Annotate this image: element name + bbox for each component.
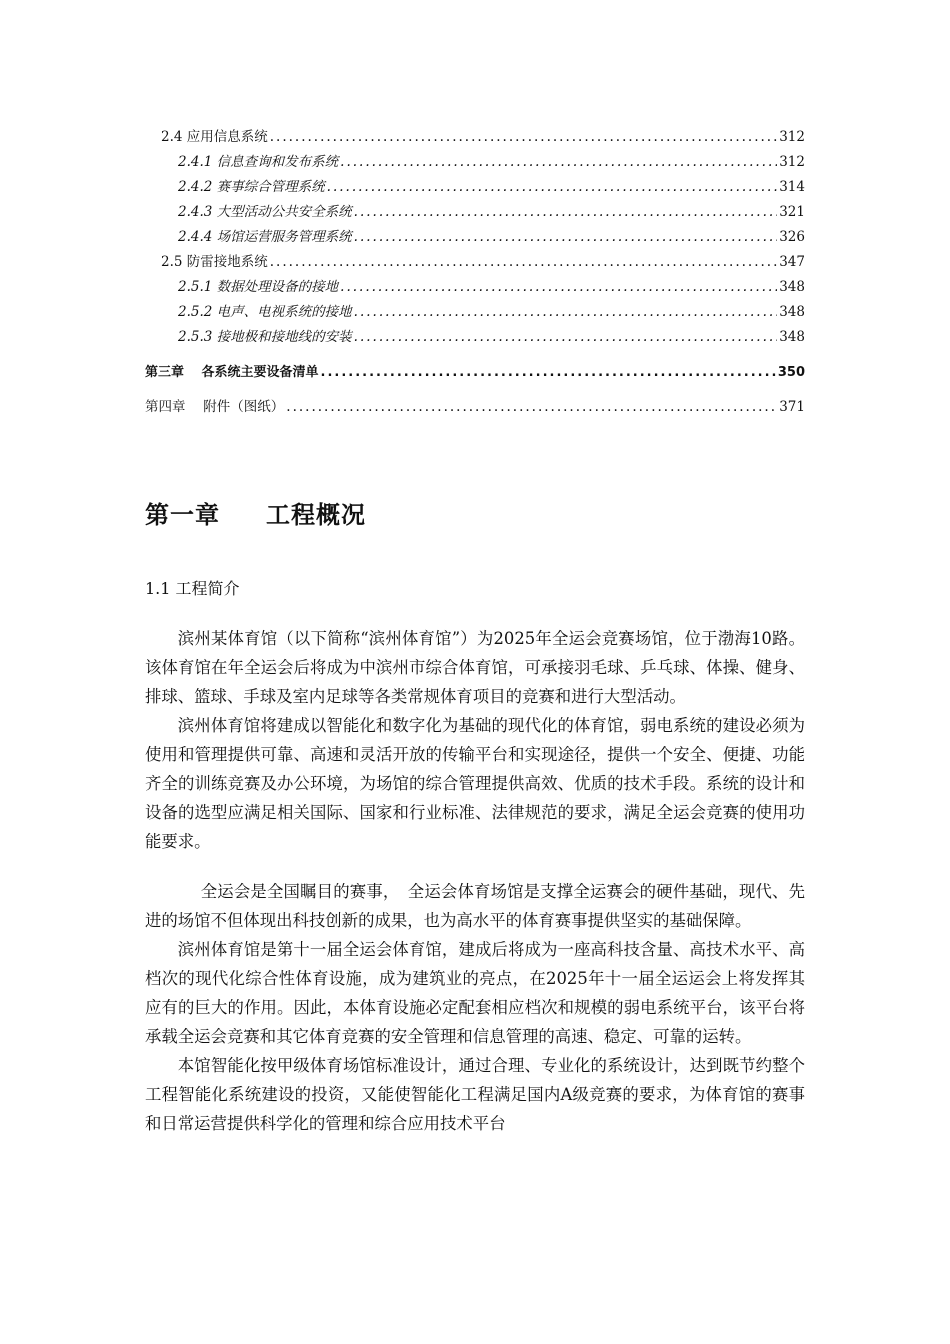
toc-dot-leader: [286, 395, 777, 420]
toc-entry[interactable]: [145, 200, 805, 225]
toc-entry-chapter[interactable]: [145, 360, 805, 385]
chapter-title: 工程概况: [266, 501, 366, 529]
paragraph: 滨州体育馆是第十一届全运会体育馆，建成后将成为一座高科技含量、高技术水平、高档次的现代化综合性体育设施，成为建筑业的亮点，在2025年十一届全运运会上将发挥其应有的巨大的作用。因此，本体育设施必定配套相应档次和规模的弱电系统平台，该平台将承载全运会竞赛和其它体育竞赛的安全管理和信息管理的高速、稳定、可靠的运转。: [145, 940, 805, 1046]
toc-entry[interactable]: [145, 125, 805, 150]
toc-entry-title: 2.5 防雷接地系统: [161, 254, 268, 270]
toc-entry-title: 2.4.1 信息查询和发布系统: [178, 154, 339, 170]
toc-entry-title: 第四章 附件（图纸）: [145, 399, 285, 415]
toc-entry[interactable]: [145, 325, 805, 350]
toc-entry[interactable]: [145, 150, 805, 175]
toc-entry-page: 314: [779, 179, 805, 195]
toc-entry-title: 2.5.2 电声、电视系统的接地: [178, 304, 352, 320]
toc-entry-title: 2.4.2 赛事综合管理系统: [178, 179, 325, 195]
toc-entry[interactable]: [145, 300, 805, 325]
paragraph: 全运会是全国瞩目的赛事， 全运会体育场馆是支撑全运赛会的硬件基础，现代、先进的场馆不但体现出科技创新的成果，也为高水平的体育赛事提供坚实的基础保障。: [145, 882, 805, 930]
toc-dot-leader: [270, 125, 777, 150]
toc-entry-page: 347: [779, 254, 805, 270]
toc-entry-chapter[interactable]: [145, 395, 805, 420]
body-text: [145, 624, 805, 1138]
toc-dot-leader: [327, 175, 778, 200]
section-heading: 1.1 工程简介: [145, 579, 240, 598]
toc-entry[interactable]: [145, 275, 805, 300]
toc-entry-title: 2.4.3 大型活动公共安全系统: [178, 204, 352, 220]
toc-entry-title: 2.4.4 场馆运营服务管理系统: [178, 229, 352, 245]
toc-entry-page: 371: [779, 399, 805, 415]
toc-entry-page: 321: [779, 204, 805, 220]
toc-dot-leader: [354, 300, 778, 325]
toc-entry-page: 312: [779, 154, 805, 170]
toc-entry-title: 2.5.3 接地极和接地线的安装: [178, 329, 352, 345]
toc-dot-leader: [354, 200, 778, 225]
toc-entry-title: 第三章 各系统主要设备清单: [145, 365, 319, 380]
toc-entry-page: 348: [779, 304, 805, 320]
toc-entry-title: 2.4 应用信息系统: [161, 129, 268, 145]
toc-dot-leader: [321, 360, 776, 385]
toc-entry-page: 348: [779, 279, 805, 295]
toc-entry-page: 326: [779, 229, 805, 245]
toc-entry-page: 350: [777, 365, 805, 380]
toc-dot-leader: [340, 275, 777, 300]
toc-dot-leader: [270, 250, 777, 275]
toc-entry-page: 348: [779, 329, 805, 345]
table-of-contents: [145, 125, 805, 420]
paragraph: 滨州某体育馆（以下简称“滨州体育馆”）为2025年全运会竞赛场馆，位于渤海10路。该体育馆在年全运会后将成为中滨州市综合体育馆，可承接羽毛球、乒乓球、体操、健身、排球、篮球、手球及室内足球等各类常规体育项目的竞赛和进行大型活动。: [145, 629, 805, 706]
chapter-heading: [145, 495, 366, 530]
toc-entry-title: 2.5.1 数据处理设备的接地: [178, 279, 339, 295]
toc-dot-leader: [354, 225, 778, 250]
toc-dot-leader: [354, 325, 778, 350]
paragraph: 本馆智能化按甲级体育场馆标准设计，通过合理、专业化的系统设计，达到既节约整个工程智能化系统建设的投资，又能使智能化工程满足国内A级竞赛的要求，为体育馆的赛事和日常运营提供科学化的管理和综合应用技术平台: [145, 1056, 805, 1133]
toc-dot-leader: [340, 150, 777, 175]
toc-entry[interactable]: [145, 175, 805, 200]
toc-entry[interactable]: [145, 250, 805, 275]
chapter-number: 第一章: [145, 501, 220, 529]
paragraph: 滨州体育馆将建成以智能化和数字化为基础的现代化的体育馆，弱电系统的建设必须为使用和管理提供可靠、高速和灵活开放的传输平台和实现途径，提供一个安全、便捷、功能齐全的训练竞赛及办公环境，为场馆的综合管理提供高效、优质的技术手段。系统的设计和设备的选型应满足相关国际、国家和行业标准、法律规范的要求，满足全运会竞赛的使用功能要求。: [145, 716, 805, 851]
toc-entry[interactable]: [145, 225, 805, 250]
toc-entry-page: 312: [779, 129, 805, 145]
